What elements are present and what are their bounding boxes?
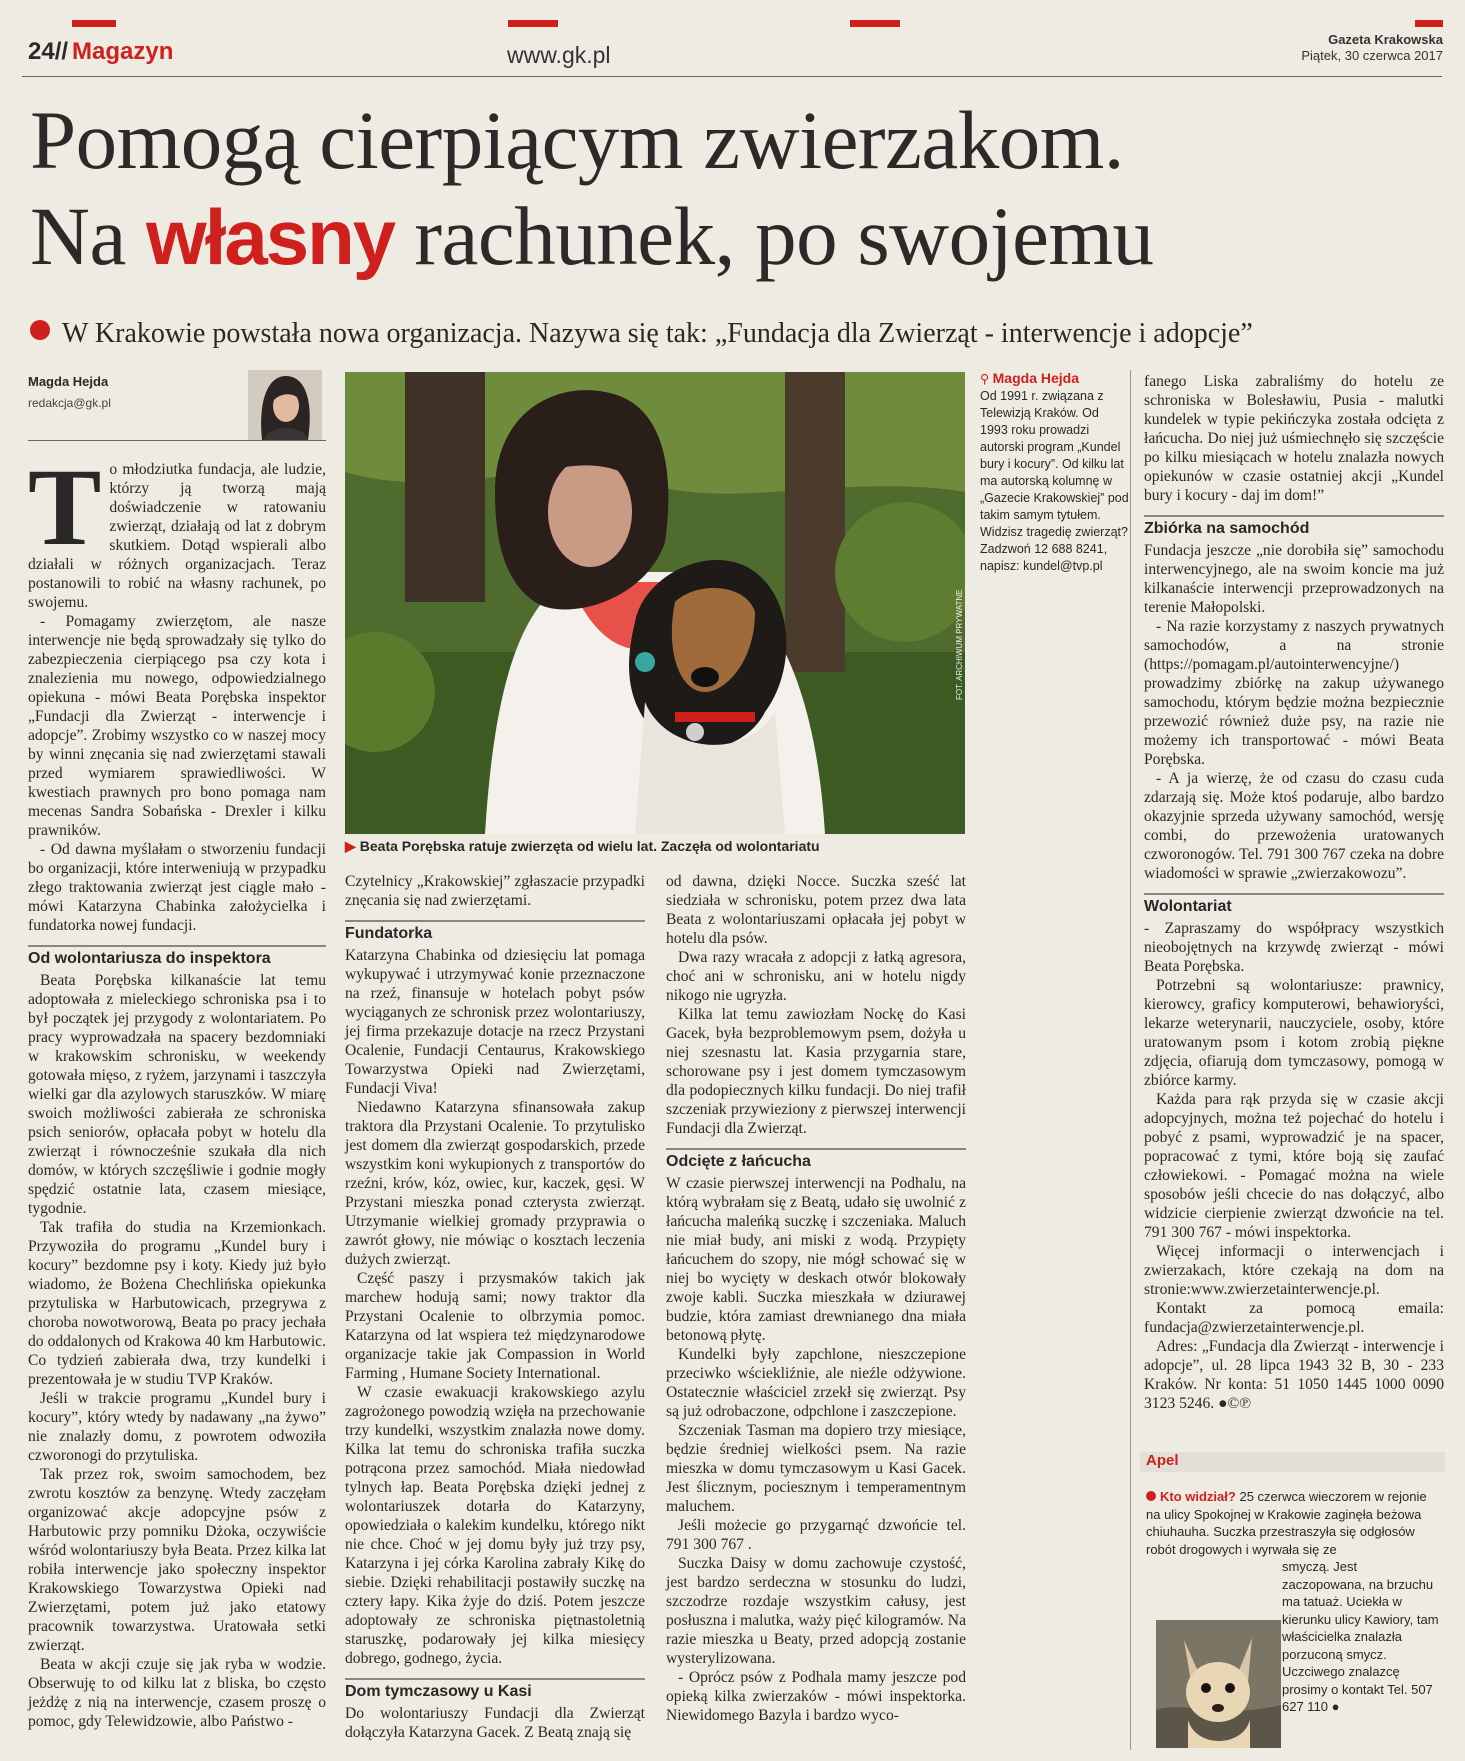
headline-highlight: własny: [146, 193, 395, 281]
apel-kicker: Kto widział?: [1160, 1489, 1236, 1504]
photo-caption: ▶ Beata Porębska ratuje zwierzęta od wielu lat. Zaczęła od wolontariatu: [345, 838, 820, 854]
header-accent-bar: [850, 20, 900, 27]
photo-credit: FOT. ARCHIWUM PRYWATNE: [955, 589, 964, 700]
lead-text: W Krakowie powstała nowa organizacja. Nazywa się tak: „Fundacja dla Zwierząt - interwencje i adopcje”: [62, 318, 1253, 349]
apel-title: Apel: [1146, 1452, 1179, 1469]
article-paragraph: Jeśli w trakcie programu „Kundel bury i kocury”, który wtedy by nadawany „na żywo” nie znalazły domu, z powrotem odwoziła czworonogi do przytuliska.: [28, 1390, 326, 1464]
byline-name: Magda Hejda: [28, 374, 109, 389]
magnifier-icon: ⚲: [980, 372, 993, 386]
chihuahua-photo: [1156, 1620, 1281, 1748]
header-accent-bar: [508, 20, 558, 27]
article-column-2: [345, 872, 645, 1742]
article-paragraph: - Od dawna myślałam o stworzeniu fundacji bo organizacji, które interweniują w przypadku złego traktowania zwierząt jest ciągle mało - mówi Katarzyna Chabinka założycielka i fundatorka nowej fundacji.: [28, 841, 326, 934]
article-paragraph: - Pomagamy zwierzętom, ale nasze interwencje nie będą sprowadzały się tylko do zabezpieczenia cierpiącego psa czy kota i znalezienia mu nowego, odpowiedzialnego opiekuna - mówi Beata Porębska inspektor „Fundacji dla Zwierząt - interwencje i adopcje”. Zrobimy wszystko co w naszej mocy by winni znęcania się nad zwierzętami stawali przed wymiarem sprawiedliwości. W kwestiach prawnych pro bono pomaga nam mecenas Sandra Sobańska - Drexler i kilku prawników.: [28, 613, 326, 839]
article-paragraph: Kilka lat temu zawiozłam Nockę do Kasi Gacek, była bezproblemowym psem, dożyła u niej szesnastu lat. Kasia przygarnia stare, schorowane psy i jest domem tymczasowym dla podopiecznych kilku fundacji. Do niej trafił szczeniak przywieziony z pierwszej interwencji Fundacji dla Zwierząt.: [666, 1006, 966, 1137]
headline: [30, 92, 1450, 285]
headline-word: Na: [30, 190, 126, 282]
issue-date: Piątek, 30 czerwca 2017: [1301, 48, 1443, 63]
article-paragraph: Kundelki były zapchlone, nieszczepione przeciwko wściekliźnie, ale nieźle odżywione. Ostatecznie właściciel zrzekł się zwierząt. Psy są już odrobaczone, odpchlone i zaszczepione.: [666, 1346, 966, 1420]
article-paragraph: Fundacja jeszcze „nie dorobiła się” samochodu interwencyjnego, ale na swoim koncie ma już kilkanaście interwencji przeprowadzonych na terenie Małopolski.: [1144, 542, 1444, 616]
column-rule: [1130, 370, 1131, 1750]
article-paragraph: W czasie ewakuacji krakowskiego azylu zagrożonego powodzią wzięła na przechowanie trzy kundelki, wszystkim znalazła nowe domy. Kilka lat temu do schroniska trafiła suczka potrącona przez samochód. Miała niedowład tylnych łap. Beata Porębska dzięki jednej z wolontariuszek dotarła do Katarzyny, opowiedziała o kalekim kundelku, którego nikt nie chce. Choć w jej domu były już trzy psy, Katarzyna i jej córka Karolina zabrały Kikę do siebie. Dzięki rehabilitacji postawiły suczkę na cztery łapy. Kika żyje do dziś. Potem jeszcze adoptowały ze schroniska piętnastoletnią staruszkę, podarowały jej kilka miesięcy dobrego, godnego, życia.: [345, 1384, 645, 1667]
section-name: Magazyn: [72, 38, 174, 65]
article-paragraph: Każda para rąk przyda się w czasie akcji adopcyjnych, można też pojechać do hotelu i pobyć z psami, wyprowadzić je na spacer, popracować z tymi, które boją się zaufać człowiekowi. - Pomagać można na wiele sposobów jeśli chcecie do nas dołączyć, albo widzicie cierpienie zwierząt dzwońcie na tel. 791 300 767 - mówi inspektorka.: [1144, 1091, 1444, 1241]
drop-cap: T: [28, 446, 102, 568]
subheading: Wolontariat: [1144, 893, 1444, 917]
byline-email: redakcja@gk.pl: [28, 396, 111, 410]
bullet-icon: [1146, 1491, 1156, 1501]
article-column-1: [28, 446, 326, 1731]
paper-name: Gazeta Krakowska: [1328, 32, 1443, 47]
apel-header-bar: [1140, 1452, 1445, 1472]
article-column-4: [1144, 372, 1444, 1413]
subheading: Odcięte z łańcucha: [666, 1148, 966, 1172]
subheading: Fundatorka: [345, 920, 645, 944]
bullet-icon: [30, 320, 50, 340]
article-paragraph: fanego Liska zabraliśmy do hotelu ze schroniska w Bolesławiu, Pusia - malutki kundelek w typie pekińczyka została odcięta z łańcucha. Do niej już uśmiechnęło się szczęście po kilku miesiącach w hotelu znalazła nowych opiekunów w czasie ostatniej akcji „Kundel bury i kocury - daj im dom!”: [1144, 373, 1444, 504]
headline-line-2: [30, 188, 1450, 285]
author-box: [980, 370, 1130, 575]
subheading: Zbiórka na samochód: [1144, 515, 1444, 539]
article-paragraph: Potrzebni są wolontariusze: prawnicy, kierowcy, graficy komputerowi, behawioryści, lekarze weterynarii, nauczyciele, osoby, które uratowanym psom i kotom zrobią piękne zdjęcia, ofiarują dom tymczasowy, pomogą w zbiórce karmy.: [1144, 977, 1444, 1089]
header-accent-bar: [72, 20, 116, 27]
article-paragraph: - A ja wierzę, że od czasu do czasu cuda zdarzają się. Może ktoś podaruje, albo bardzo okazyjnie sprzeda używany samochód, wersję combi, do przewożenia uratowanych czworonogów. Tel. 791 300 767 czeka na dobre wiadomości w sprawie „zwierzakowozu”.: [1144, 770, 1444, 882]
article-paragraph: W czasie pierwszej interwencji na Podhalu, na którą wybrałam się z Beatą, udało się uwolnić z łańcucha maleńką suczkę i szczeniaka. Maluch nie miał budy, ani miski z wodą. Przypięty łańcuchem do szopy, nie mógł schować się w niej bo wycięty w deskach otwór blokowały zwoje kabli. Suczka mieszkała w dziurawej budzie, która zamiast drewnianego dna miała betonową płytę.: [666, 1175, 966, 1344]
article-paragraph: - Oprócz psów z Podhala mamy jeszcze pod opieką kilka zwierzaków - mówi inspektorka. Niewidomego Bazyla i bardzo wyco-: [666, 1669, 966, 1724]
article-paragraph: Czytelnicy „Krakowskiej” zgłaszacie przypadki znęcania się nad zwierzętami.: [345, 873, 645, 909]
article-paragraph: - Zapraszamy do współpracy wszystkich nieobojętnych na krzywdę zwierząt - mówi Beata Porębska.: [1144, 920, 1444, 975]
subheading: Dom tymczasowy u Kasi: [345, 1678, 645, 1702]
article-paragraph: Beata Porębska kilkanaście lat temu adoptowała z mieleckiego schroniska psa i to był początek jej przygody z wolontariatem. Po pracy wyprowadzała na spacery bezdomniaki w krakowskim schronisku, w weekendy gotowała mięso, z ryżem, jarzynami i taszczyła wielki gar dla azylowych staruszków. W miarę swoich możliwości zabierała ze schroniska psich seniorów, opłacała pobyt w hotelu dla zwierząt i równocześnie szukała dla nich domów, w których szczęśliwie i godnie mogły spędzić ostatnie lata, czasem miesiące, tygodnie.: [28, 972, 326, 1217]
headline-word: rachunek, po swojemu: [414, 190, 1154, 282]
article-paragraph: Adres: „Fundacja dla Zwierząt - interwencje i adopcje”, ul. 28 lipca 1943 32 B, 30 - 233 Kraków. Nr konta: 51 1050 1445 1000 0090 3123 5246. ●©℗: [1144, 1338, 1444, 1412]
article-paragraph: To młodziutka fundacja, ale ludzie, którzy ją tworzą mają doświadczenie w ratowaniu zwierząt, działają od lat z dobrym skutkiem. Dotąd wspierali albo działali w różnych organizacjach. Teraz postanowili to robić na własny rachunek, po swojemu.: [28, 446, 326, 611]
article-column-3: [666, 872, 966, 1725]
header-accent-bar: [1415, 20, 1443, 27]
author-box-name: ⚲ Magda Hejda: [980, 370, 1079, 386]
article-paragraph: Kontakt za pomocą emaila: fundacja@zwierzetainterwencje.pl.: [1144, 1300, 1444, 1336]
article-paragraph: Szczeniak Tasman ma dopiero trzy miesiące, będzie średniej wielkości psem. Na razie mieszka w domu tymczasowym u Kasi Gacek. Jest ślicznym, pociesznym i temperamentnym maluchem.: [666, 1422, 966, 1515]
article-paragraph: Katarzyna Chabinka od dziesięciu lat pomaga wykupywać i utrzymywać konie przeznaczone na rzeź, finansuje w hotelach pobyt psów wyciąganych ze schronisk przez wolontariuszy, jej firma przekazuje dotacje na rzecz Przystani Ocalenie, Fundacji Centaurus, Krakowskiego Towarzystwa Opieki nad Zwierzętami, Fundacji Viva!: [345, 947, 645, 1097]
author-box-text: Od 1991 r. związana z Telewizją Kraków. Od 1993 roku prowadzi autorski program „Kundel bury i kocury”. Od kilku lat ma autorską kolumnę w „Gazecie Krakowskiej” pod takim samym tytułem. Widzisz tragedię zwierząt? Zadzwoń 12 688 8241, napisz: kundel@tvp.pl: [980, 389, 1129, 573]
header-rule: [22, 76, 1442, 77]
headline-line-1: Pomogą cierpiącym zwierzakom.: [30, 94, 1125, 186]
page-header-left: 24// Magazyn: [28, 38, 174, 65]
article-paragraph: Tak trafiła do studia na Krzemionkach. Przywoziła do programu „Kundel bury i kocury” bezdomne psy i koty. Kiedy już było wiadomo, że Bożena Chechlińska opiekunka przytuliska w Harbutowicach, przegrywa z choroba nowotworową, Beata po pracy jechała do oddalonych od Krakowa 40 km Harbutowic. Co tydzień zabierała dwa, trzy kundelki i prezentowała je w studiu TVP Kraków.: [28, 1219, 326, 1388]
paper-masthead: [1301, 32, 1443, 64]
apel-intro: Kto widział? 25 czerwca wieczorem w rejonie na ulicy Spokojnej w Krakowie zaginęła beżowa chiuhauha. Suczka przestraszyła się odgłosów robót drogowych i wyrwała się ze: [1146, 1489, 1427, 1557]
subheading: Od wolontariusza do inspektora: [28, 945, 326, 969]
lead: [30, 318, 1253, 350]
article-photo: [345, 372, 965, 834]
page-number: 24: [28, 38, 55, 65]
article-paragraph: Niedawno Katarzyna sfinansowała zakup traktora dla Przystani Ocalenie. To przytulisko jest domem dla zwierząt gospodarskich, przede wszystkim koni wykupionych z transportów do rzeźni, krów, kóz, owiec, kur, kaczek, gęsi. W Przystani mieszka ponad czterysta zwierząt. Utrzymanie wielkiej gromady przyprawia o zawrót głowy, nie mówiąc o kosztach leczenia dużych zwierząt.: [345, 1099, 645, 1268]
article-paragraph: - Na razie korzystamy z naszych prywatnych samochodów, a na stronie (https://pomagam.pl/autointerwencyjne/) prowadzimy zbiórkę na zakup używanego samochodu, którym będzie można bezpiecznie przewozić również duże psy, na razie nie możemy ich transportować - mówi Beata Porębska.: [1144, 618, 1444, 768]
article-paragraph: Więcej informacji o interwencjach i zwierzakach, które czekają na dom na stronie:www.zwierzetainterwencje.pl.: [1144, 1243, 1444, 1298]
author-photo: [248, 370, 322, 440]
article-paragraph: Beata w akcji czuje się jak ryba w wodzie. Obserwuję to od kilku lat z bliska, bo często jeżdżę z nią na interwencje, czasem proszę o pomoc, gdy Telewidzowie, albo Państwo -: [28, 1656, 326, 1730]
article-paragraph: Do wolontariuszy Fundacji dla Zwierząt dołączyła Katarzyna Gacek. Z Beatą znają się: [345, 1705, 645, 1741]
article-paragraph: Część paszy i przysmaków takich jak marchew hodują sami; nowy traktor dla Przystani Ocalenie to olbrzymia pomoc. Katarzyna od lat wspiera też międzynarodowe organizacje takie jak Compassion in World Farming , Humane Society International.: [345, 1270, 645, 1382]
site-url: www.gk.pl: [507, 42, 611, 68]
apel-text: smyczą. Jest zaczopowana, na brzuchu ma tatuaż. Uciekła w kierunku ulicy Kawiory, tam właścicielka znalazła porzuconą smycz. Uczciwego znalazcę prosimy o kontakt Tel. 507 627 110 ●: [1282, 1559, 1439, 1714]
article-paragraph: od dawna, dzięki Nocce. Suczka sześć lat siedziała w schronisku, potem przez dwa lata Beata z wolontariuszami opłacała jej pobyt w hotelu dla psów.: [666, 873, 966, 947]
caption-arrow-icon: ▶: [345, 838, 356, 854]
article-paragraph: Jeśli możecie go przygarnąć dzwońcie tel. 791 300 767 .: [666, 1517, 966, 1553]
byline-rule: [28, 440, 326, 441]
article-paragraph: Tak przez rok, swoim samochodem, bez zwrotu kosztów za benzynę. Wtedy zaczęłam organizować akcje adopcyjne psów z Harbutowic przy pomniku Dżoka, oczywiście wśród wolontariuszy była Beata. Przez kilka lat robiła interwencje jako społeczny inspektor Krakowskiego Towarzystwa Opieki nad Zwierzętami, potem już jako etatowy pracownik towarzystwa. Uratowała setki zwierząt.: [28, 1466, 326, 1654]
article-paragraph: Suczka Daisy w domu zachowuje czystość, jest bardzo serdeczna w stosunku do ludzi, szczodrze rozdaje wszystkim całusy, jest posłuszna i malutka, waży pięć kilogramów. Na razie mieszka u Beaty, przed adopcją zostanie wysterylizowana.: [666, 1555, 966, 1667]
article-paragraph: Dwa razy wracała z adopcji z łatką agresora, choć ani w schronisku, ani w hotelu nigdy nikogo nie ugryzła.: [666, 949, 966, 1004]
